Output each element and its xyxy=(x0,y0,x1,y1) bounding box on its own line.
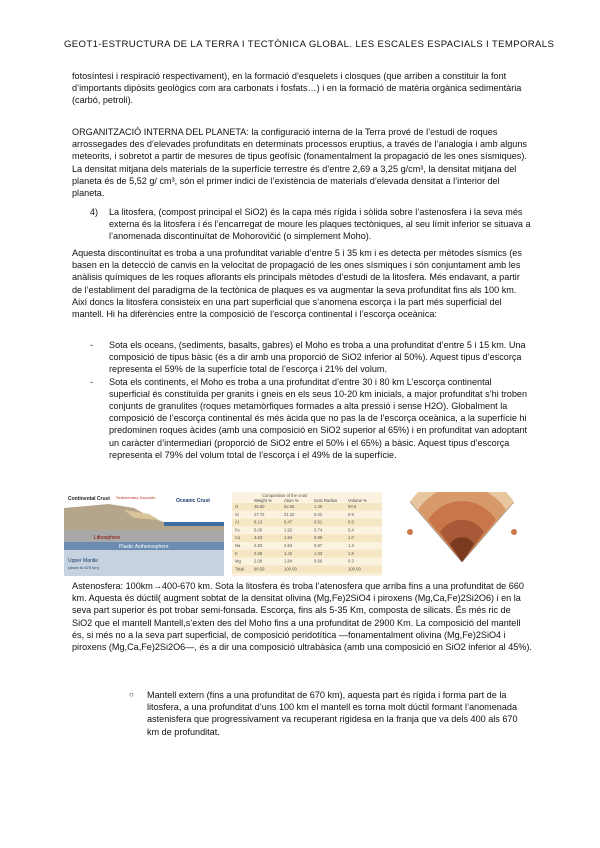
table-cell: 1.33 xyxy=(314,550,323,556)
table-header-cell: Weight % xyxy=(254,498,272,503)
composition-table xyxy=(232,498,382,576)
table-cell: Ca xyxy=(235,535,241,541)
table-cell: 2.64 xyxy=(284,543,293,548)
table-header-cell: Volume % xyxy=(348,498,367,503)
table-cell: 0.3 xyxy=(348,558,354,564)
table-cell: K xyxy=(235,550,238,556)
item-text: La litosfera, (compost principal el SiO2) és la capa més rígida i sòlida sobre l’astenosfera i la seva més externa és la litosfera i és l’encarregat de moure les plaques tectòniques, al seu límit inferior se situava a l’anomenada discontinuïtat de Mohorovičić (o simplement Moho). xyxy=(109,207,531,242)
paragraph-moho: Aquesta discontinuïtat es troba a una profunditat variable d’entre 5 i 35 km i es detecta per mètodes sísmics (es basen en la detecció de canvis en la velocitat de propagació de les ones sísmiques i són conjuntament amb les anàlisis químiques de les roques aflorants els principals mètodes d’estudi de la litosfera. Més endavant, a partir de l’establiment del paradigma de la tectònica de plaques es va augmentar la seva profunditat fins als 100 km. Així doncs la litosfera consisteix en una part superficial que s’anomena escorça i la part més superficial del mantell. Hi ha diferències entre la composició de l’escorça continental i l’escorça oceànica: xyxy=(72,248,522,320)
table-cell: 0.51 xyxy=(314,519,323,525)
table-cell: 1.0 xyxy=(348,535,354,541)
table-cell: 0.42 xyxy=(314,511,323,517)
table-caption: Composition of the crust xyxy=(262,493,308,498)
figures-row xyxy=(64,492,534,576)
table-cell: 1.94 xyxy=(284,535,293,541)
table-cell: 6.47 xyxy=(284,519,293,525)
page-header: GEOT1-ESTRUCTURA DE LA TERRA I TECTÒNICA GLOBAL. LES ESCALES ESPACIALS I TEMPORALS xyxy=(64,39,555,50)
label-lithosphere: Lithosphere xyxy=(94,535,121,541)
dash-marker: - xyxy=(90,340,94,350)
table-cell: Mg xyxy=(235,558,241,564)
table-cell: Na xyxy=(235,543,241,548)
circle-list-item-outer-mantle xyxy=(72,689,532,738)
table-cell: 2.83 xyxy=(254,543,263,548)
dash-list xyxy=(72,339,532,461)
crust-composition-table-figure xyxy=(232,492,382,576)
table-cell: 0.97 xyxy=(314,543,323,548)
paragraph-asthenosphere: Astenosfera: 100km→400-670 km. Sota la litosfera és troba l’atenosfera que arriba fins a una profunditat de 660 km. Aquesta és dúctil( augment sobtat de la densitat olivina (Mg,Fe)2SiO4 i piroxens (Mg,Ca,Fe)2Si2O6) i en la seva part superior és pot trobar semi-fonsada. Escorça, fins als 5-35 Km, composta de silicats. És més ric de SiO2 que el mantell Mantell,s’exten des del Moho fins a una profunditat de 2900 Km. La composició del mantell és, si més no a la seva part superficial, de composició peridotítica —fonamentalment olivina (Mg,Fe)2SiO4 i piroxens (Mg,Ca,Fe)2Si2O6—, és a dir una composició ultrabàsica (amb una composició en SiO2 inferior al 45%). xyxy=(72,581,532,653)
table-cell: O xyxy=(235,504,239,509)
table-cell: 2.59 xyxy=(254,550,263,556)
table-cell: 46.60 xyxy=(254,504,265,509)
numbered-item-lithosphere xyxy=(72,206,532,243)
list-item-oceanic-crust xyxy=(72,339,532,376)
table-cell: 100.00 xyxy=(348,566,361,572)
table-cell: 1.84 xyxy=(284,558,293,564)
table-cell: 62.55 xyxy=(284,504,295,509)
paragraph-internal-organization: ORGANITZACIÓ INTERNA DEL PLANETA: la configuració interna de la Terra prové de l’estudi de roques arrossegades des d’elevades profunditats en determinats processos eruptius, a través de l’analogia i amb alguns meteorits, i sobretot a partir de mesures de tipus geofísic (fonamentalment la propagació de les ones sísmiques). La densitat mitjana dels materials de la superfície terrestre és d’entre 2,69 a 3,25 g/cm³, la densitat mitjana del planeta és de 5,52 g/ cm³, són el primer indici de l’existència de materials d’elevada densitat a l’interior del planeta. xyxy=(72,127,527,199)
dash-marker: - xyxy=(90,376,94,387)
label-upper-mantle: Upper Mantle xyxy=(68,558,99,564)
table-cell: 3.63 xyxy=(254,535,263,541)
table-cell: Total xyxy=(235,566,244,572)
list-item-text: Mantell extern (fins a una profunditat de 670 km), aquesta part és rígida i forma part de la litosfera, a una profunditat d’uns 100 km el mantell es torna molt dúctil formant l’anomenada astenisfera que progressivament va recuperant rigidesa en la franja que va dels 400 als 670 km de profunditat. xyxy=(147,690,518,737)
item-number: 4) xyxy=(90,207,99,217)
circle-marker: ○ xyxy=(129,690,134,699)
label-plastic-asthenosphere: Plastic Asthenosphere xyxy=(119,544,169,550)
table-cell: 0.5 xyxy=(348,519,354,525)
crust-cross-section-figure xyxy=(64,492,224,576)
list-item-continental-crust xyxy=(72,376,532,461)
table-cell: 1.40 xyxy=(314,504,323,509)
table-cell: 0.4 xyxy=(348,527,354,533)
table-cell: Al xyxy=(235,519,239,525)
table-cell: 0.74 xyxy=(314,527,323,533)
table-cell: 93.8 xyxy=(348,504,357,509)
table-cell: 0.99 xyxy=(314,535,323,541)
paragraph-intro: fotosíntesi i respiració respectivament), en la formació d’esquelets i closques (que arriben a constituir la font d’importants dipòsits geològics com ara carbonats i fosfats…) i en la formació de matèria orgànica sedimentària (carbó, petroli). xyxy=(72,71,522,106)
table-cell: Fe xyxy=(235,527,240,533)
label-sedimentary-deposits: Sedimentary Deposits xyxy=(116,495,156,500)
table-cell: 2.09 xyxy=(254,558,263,564)
list-item-text: Sota els oceans, (sediments, basalts, gabres) el Moho es troba a una profunditat d’entre 5 i 15 km. Una composició de tipus bàsic (és a dir amb una proporció de SiO2 inferior al 50%). Aquest tipus d’escorça representa el 59% de la superfície total de l’escorça i 21% del volum. xyxy=(109,340,526,375)
label-continental-crust: Continental Crust xyxy=(68,496,110,502)
table-cell: 0.66 xyxy=(314,558,323,564)
label-upper-mantle-depth: (down to 670 km) xyxy=(68,565,99,570)
table-cell: 1.42 xyxy=(284,550,293,556)
table-cell: 27.72 xyxy=(254,511,265,517)
table-cell: 21.22 xyxy=(284,511,295,517)
table-cell: 1.8 xyxy=(348,550,354,556)
table-header-cell: Ionic Radius xyxy=(314,498,338,503)
table-cell: 5.00 xyxy=(254,527,263,533)
table-cell: Si xyxy=(235,511,239,517)
label-oceanic-crust: Oceanic Crust xyxy=(176,498,210,504)
list-item-text: Sota els continents, el Moho es troba a una profunditat d’entre 30 i 80 km L’escorça continental superficial és constituïda per granits i gneis en els seus 10-20 km inicials, a major profunditat s’hi troben conjunts de granulites (roques metamòrfiques formades a alta pressió i sense H2O). Globalment la composició de l’escorça continental és més àcida que no pas la de l’escorça oceànica, a la superfície hi predominen roques àcides (amb una composició en SiO2 superior al 65%) i en profunditat van adoptant un caràcter d’intermediari (proporció de SiO2 entre el 50% i el 65%) a bàsic. Aquest tipus d’escorça representa el 79% del volum total de l’escorça i el 49% de la superfície. xyxy=(109,376,528,460)
table-cell: 0.9 xyxy=(348,511,354,517)
earth-interior-figure xyxy=(390,492,534,576)
table-cell: 98.59 xyxy=(254,566,265,572)
table-cell: 8.13 xyxy=(254,519,263,525)
table-cell: 1.92 xyxy=(284,527,293,533)
table-header-cell: Atom % xyxy=(284,498,299,503)
table-cell: 1.3 xyxy=(348,543,354,548)
table-cell: 100.00 xyxy=(284,566,297,572)
